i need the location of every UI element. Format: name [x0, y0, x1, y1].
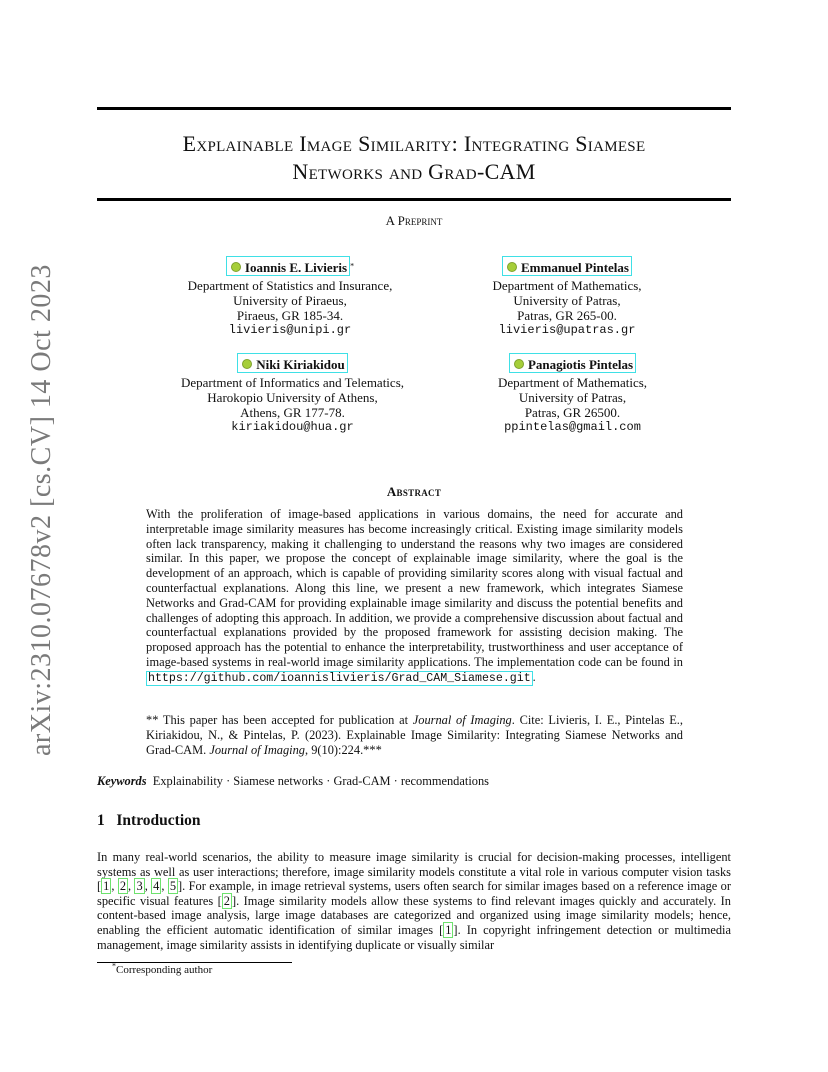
author-email[interactable]: livieris@upatras.gr — [498, 323, 636, 337]
author-name: Panagiotis Pintelas — [527, 357, 634, 372]
author-address: Patras, GR 265-00. — [517, 308, 617, 323]
author-department: Department of Mathematics, — [497, 375, 648, 390]
preprint-label: A Preprint — [385, 213, 443, 228]
keywords-list: Explainability · Siamese networks · Grad-CAM · recommendations — [152, 774, 489, 788]
author-email[interactable]: ppintelas@gmail.com — [504, 420, 641, 434]
abstract-heading: Abstract — [386, 484, 442, 499]
section-title: Introduction — [116, 812, 201, 829]
author-name: Niki Kiriakidou — [256, 357, 345, 372]
author-name-link[interactable] — [509, 353, 636, 373]
author-name-link[interactable] — [237, 353, 348, 373]
author-department: Department of Mathematics, — [492, 278, 642, 293]
author-block-3 — [150, 355, 435, 435]
orcid-icon[interactable] — [231, 262, 241, 272]
footnote-rule — [97, 962, 292, 963]
author-name: Ioannis E. Livieris — [244, 260, 348, 275]
author-block-2 — [437, 258, 697, 338]
orcid-icon[interactable] — [507, 262, 517, 272]
abstract-end: . — [532, 669, 536, 684]
footnote — [112, 961, 213, 976]
note-prefix: ** This paper has been accepted for publication at — [146, 713, 413, 727]
title-top-rule — [97, 107, 731, 110]
keywords-line — [97, 774, 489, 789]
title-bottom-rule — [97, 198, 731, 201]
abstract-body — [146, 507, 683, 687]
abstract-text: With the proliferation of image-based applications in various domains, the need for accurate and interpretable image similarity measures has become increasingly critical. Existing image similarity models often lack transparency, making it challenging to understand the reasons why two images are considered similar. In this paper, we propose the concept of explainable image similarity, where the goal is the development of an approach, which is capable of providing similarity scores along with visual factual and counterfactual explanations. Along this line, we present a new framework, which integrates Siamese Networks and Grad-CAM for providing explainable image similarity and discuss the potential benefits and challenges of adopting this approach. In addition, we provide a comprehensive discussion about factual and counterfactual explanations provided by the proposed framework for assisting decision making. The proposed approach has the potential to enhance the interpretability, trustworthiness and user acceptance of image-based systems in real-world image similarity applications. The implementation code can be found in — [146, 507, 683, 669]
citation-link[interactable]: 4 — [153, 879, 160, 894]
author-email[interactable]: kiriakidou@hua.gr — [231, 420, 354, 434]
author-name-link[interactable] — [226, 256, 350, 276]
orcid-icon[interactable] — [242, 359, 252, 369]
author-email[interactable]: livieris@unipi.gr — [228, 323, 352, 337]
publication-note — [146, 713, 683, 757]
footnote-text: Corresponding author — [116, 964, 213, 976]
title-line-1: Explainable Image Similarity: Integrating Siamese — [182, 131, 646, 156]
author-name-link[interactable] — [502, 256, 632, 276]
title-line-2: Networks and Grad-CAM — [292, 159, 536, 184]
author-institution: Harokopio University of Athens, — [207, 390, 378, 405]
code-repository-link[interactable]: https://github.com/ioannislivieris/Grad_CAM_Siamese.git — [148, 671, 531, 685]
author-institution: University of Patras, — [518, 390, 627, 405]
author-block-4 — [445, 355, 700, 435]
intro-text: . In copyright infringement detection or multimedia management, image similarity assists in identifying duplicate or visually similar — [97, 922, 731, 952]
footnote-mark: * — [112, 961, 116, 971]
author-institution: University of Piraeus, — [233, 293, 347, 308]
citation-link[interactable]: 1 — [103, 879, 110, 894]
citation-link[interactable]: 2 — [223, 893, 230, 908]
intro-text: . Image similarity models allow these systems to find relevant images quickly and accurately. In content-based image analysis, large image databases are categorized and organized using image similarity models; hence, enabling the efficient automatic identification of similar images — [97, 893, 731, 937]
paper-title — [97, 130, 731, 186]
author-department: Department of Informatics and Telematics, — [180, 375, 405, 390]
keywords-label: Keywords — [97, 774, 147, 788]
section-number: 1 — [97, 812, 105, 829]
note-citation: . Cite: Livieris, I. E., Pintelas E., Kiriakidou, N., & Pintelas, P. (2023). Explainable Image Similarity: Integrating Siamese Networks and Grad-CAM. — [146, 713, 683, 757]
note-suffix: , 9(10):224.*** — [305, 742, 382, 757]
intro-text: . For example, in image retrieval systems, users often search for similar images based on a reference image or specific visual features — [97, 879, 731, 908]
note-journal-2: Journal of Imaging — [209, 742, 306, 757]
author-address: Athens, GR 177-78. — [240, 405, 345, 420]
section-heading — [97, 812, 201, 830]
author-address: Piraeus, GR 185-34. — [236, 308, 344, 323]
author-block-1 — [150, 258, 430, 338]
author-address: Patras, GR 26500. — [524, 405, 621, 420]
author-institution: University of Patras, — [513, 293, 621, 308]
citation-link[interactable]: 3 — [136, 879, 143, 894]
citation-link[interactable]: 1 — [445, 922, 452, 937]
intro-text: In many real-world scenarios, the ability to measure image similarity is crucial for decision-making processes, intelligent systems as well as user interactions; therefore, image similarity models constitute a vital role in various computer vision tasks — [97, 850, 731, 879]
intro-paragraph: In many real-world scenarios, the ability to measure image similarity is crucial for decision-making processes, intelligent systems as well as user interactions; therefore, image similarity models constitute a vital role in various computer vision tasks [ 1 , 2 , 3 , 4 , 5 ]. For example, in image retrieval systems, users often search for similar images based on a reference image or specific visual features [ 2 ]. Image similarity models allow these systems to find relevant images quickly and accurately. In content-based image analysis, large image databases are categorized and organized using image similarity models; hence, enabling the efficient automatic identification of similar images [ 1 ]. In copyright infringement detection or multimedia management, image similarity assists in identifying duplicate or visually similar — [97, 850, 731, 952]
note-journal: Journal of Imaging — [412, 713, 512, 727]
arxiv-sidebar-stamp: arXiv:2310.07678v2 [cs.CV] 14 Oct 2023 — [26, 264, 57, 756]
citation-link[interactable]: 2 — [119, 879, 127, 894]
orcid-icon[interactable] — [514, 359, 524, 369]
author-department: Department of Statistics and Insurance, — [187, 278, 393, 293]
author-name: Emmanuel Pintelas — [521, 260, 629, 275]
author-mark: * — [350, 261, 355, 271]
citation-link[interactable]: 5 — [169, 879, 177, 894]
